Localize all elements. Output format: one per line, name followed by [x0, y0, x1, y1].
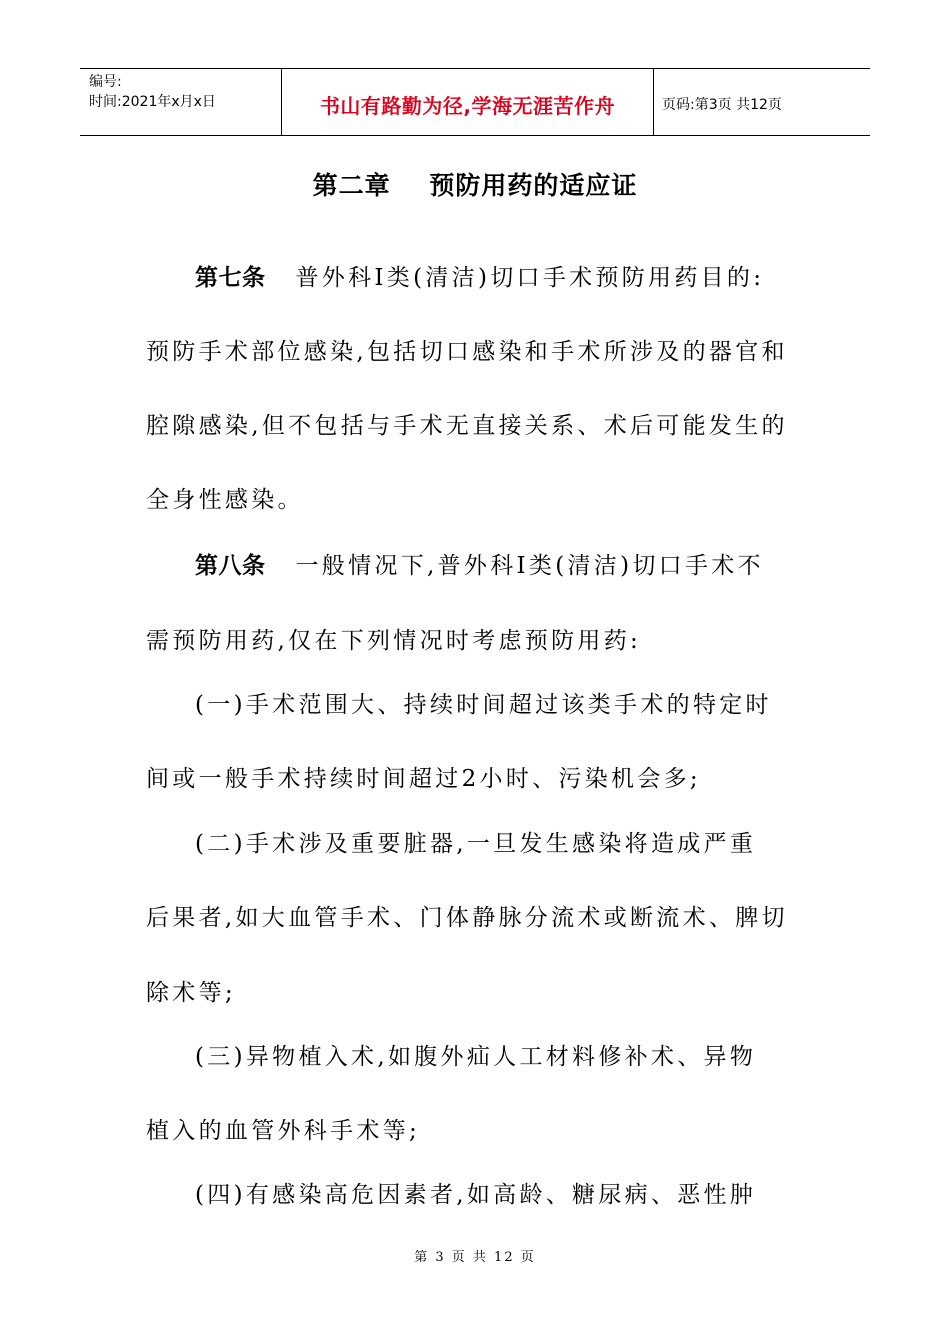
- item-2-line-2: 后果者,如大血管手术、门体静脉分流术或断流术、脾切: [146, 905, 788, 931]
- article-8-number: 第八条: [195, 553, 266, 579]
- article-8-text: 一般情况下,普外科Ⅰ类(清洁)切口手术不: [295, 553, 764, 579]
- article-7-line-3: 腔隙感染,但不包括与手术无直接关系、术后可能发生的: [146, 413, 788, 439]
- item-2-line-1: (二)手术涉及重要脏器,一旦发生感染将造成严重: [195, 831, 757, 857]
- header-meta-cell: [80, 69, 282, 135]
- article-7-line-2: 预防手术部位感染,包括切口感染和手术所涉及的器官和: [146, 339, 788, 365]
- header-page-info: 页码:第3页 共12页: [662, 97, 782, 113]
- item-4-line-1: (四)有感染高危因素者,如高龄、糖尿病、恶性肿: [195, 1182, 757, 1208]
- article-7-text: 普外科Ⅰ类(清洁)切口手术预防用药目的:: [295, 265, 765, 291]
- item-3-line-2: 植入的血管外科手术等;: [146, 1118, 421, 1144]
- item-3-line-1: (三)异物植入术,如腹外疝人工材料修补术、异物: [195, 1044, 757, 1070]
- article-7-number: 第七条: [195, 265, 266, 291]
- header-motto: 书山有路勤为径,学海无涯苦作舟: [282, 69, 654, 135]
- article-8-line-1: [195, 551, 806, 581]
- document-time-label: 时间:2021年x月x日: [89, 94, 216, 110]
- article-8-line-2: 需预防用药,仅在下列情况时考虑预防用药:: [146, 628, 642, 654]
- chapter-title: 第二章 预防用药的适应证: [312, 171, 638, 200]
- article-7-line-1: [195, 263, 806, 293]
- document-number-label: 编号:: [89, 74, 122, 90]
- item-1-line-1: (一)手术范围大、持续时间超过该类手术的特定时: [195, 692, 772, 718]
- item-2-line-3: 除术等;: [146, 980, 236, 1006]
- item-1-line-2: 间或一般手术持续时间超过2小时、污染机会多;: [146, 766, 701, 792]
- page-header: [80, 68, 870, 136]
- page-footer: 第 3 页 共 12 页: [414, 1250, 536, 1265]
- article-7-line-4: 全身性感染。: [146, 487, 304, 513]
